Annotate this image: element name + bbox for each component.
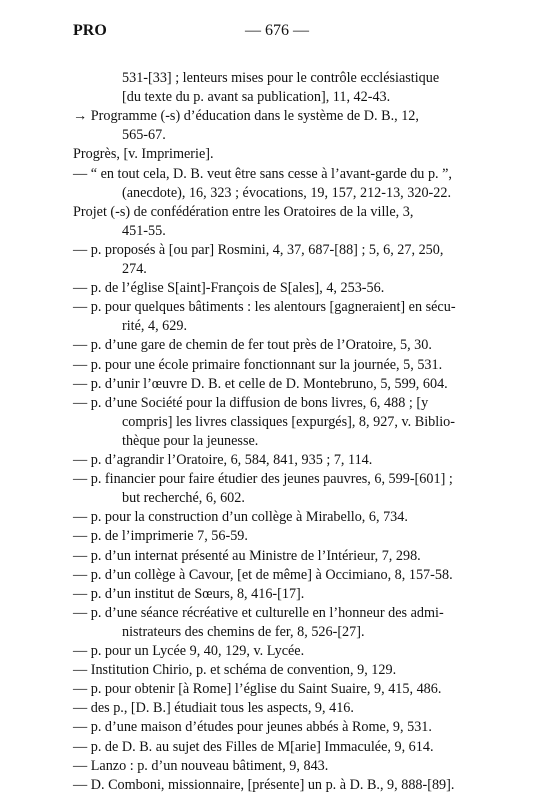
index-line: rité, 4, 629. <box>122 318 188 335</box>
index-line: — p. pour obtenir [à Rome] l’église du Saint Suaire, 9, 415, 486. <box>73 681 442 698</box>
index-line: — p. proposés à [ou par] Rosmini, 4, 37, 687-[88] ; 5, 6, 27, 250, <box>73 241 444 258</box>
page-number: — 676 — <box>245 22 309 39</box>
index-line: but recherché, 6, 602. <box>122 490 245 507</box>
index-line: — p. de D. B. au sujet des Filles de M[arie] Immaculée, 9, 614. <box>73 738 434 755</box>
index-line: — p. pour quelques bâtiments : les alentours [gagneraient] en sécu- <box>73 299 456 316</box>
index-line: — Institution Chirio, p. et schéma de convention, 9, 129. <box>73 662 397 679</box>
index-line: — Lanzo : p. d’un nouveau bâtiment, 9, 843. <box>73 757 329 774</box>
index-line: compris] les livres classiques [expurgés], 8, 927, v. Biblio- <box>122 413 455 430</box>
index-line: 451-55. <box>122 222 166 239</box>
index-line: thèque pour la jeunesse. <box>122 432 259 449</box>
index-line: — p. pour un Lycée 9, 40, 129, v. Lycée. <box>73 643 305 659</box>
index-line: [du texte du p. avant sa publication], 11, 42-43. <box>122 89 391 106</box>
index-line: — p. d’un internat présenté au Ministre de l’Intérieur, 7, 298. <box>73 547 421 564</box>
index-line: — p. de l’imprimerie 7, 56-59. <box>73 528 248 545</box>
index-line: — p. d’une séance récréative et culturelle en l’honneur des admi- <box>73 604 444 621</box>
index-line: — “ en tout cela, D. B. veut être sans cesse à l’avant-garde du p. ”, <box>73 165 452 182</box>
running-head: PRO <box>73 22 107 39</box>
index-line: Projet (-s) de confédération entre les Oratoires de la ville, 3, <box>73 203 414 220</box>
index-line: 274. <box>122 261 147 277</box>
index-line: — des p., [D. B.] étudiait tous les aspects, 9, 416. <box>73 700 354 717</box>
index-line: — p. d’une gare de chemin de fer tout près de l’Oratoire, 5, 30. <box>73 337 432 354</box>
index-line: nistrateurs des chemins de fer, 8, 526-[27]. <box>122 623 365 640</box>
index-line: 531-[33] ; lenteurs mises pour le contrôle ecclésiastique <box>122 70 440 86</box>
index-line: — p. financier pour faire étudier des jeunes pauvres, 6, 599-[601] ; <box>73 471 453 488</box>
index-line: — p. de l’église S[aint]-François de S[ales], 4, 253-56. <box>73 280 385 297</box>
index-line: — p. d’unir l’œuvre D. B. et celle de D. Montebruno, 5, 599, 604. <box>73 375 448 392</box>
index-line: — p. d’un collège à Cavour, [et de même] à Occimiano, 8, 157-58. <box>73 566 453 583</box>
index-line: — p. d’un institut de Sœurs, 8, 416-[17]. <box>73 585 305 602</box>
index-line: → Programme (-s) d’éducation dans le système de D. B., 12, <box>73 108 419 125</box>
index-line: — p. d’une Société pour la diffusion de bons livres, 6, 488 ; [y <box>73 394 429 411</box>
page-header <box>0 22 543 46</box>
index-line: — p. d’une maison d’études pour jeunes abbés à Rome, 9, 531. <box>73 719 432 736</box>
index-line: 565-67. <box>122 127 166 144</box>
index-line: — p. d’agrandir l’Oratoire, 6, 584, 841, 935 ; 7, 114. <box>73 452 373 468</box>
index-line: (anecdote), 16, 323 ; évocations, 19, 157, 212-13, 320-22. <box>122 184 452 201</box>
index-line: — p. pour une école primaire fonctionnant sur la journée, 5, 531. <box>73 356 443 373</box>
index-line: — p. pour la construction d’un collège à Mirabello, 6, 734. <box>73 509 408 526</box>
index-line: Progrès, [v. Imprimerie]. <box>73 146 214 163</box>
index-line: — D. Comboni, missionnaire, [présente] un p. à D. B., 9, 888-[89]. <box>73 776 455 793</box>
